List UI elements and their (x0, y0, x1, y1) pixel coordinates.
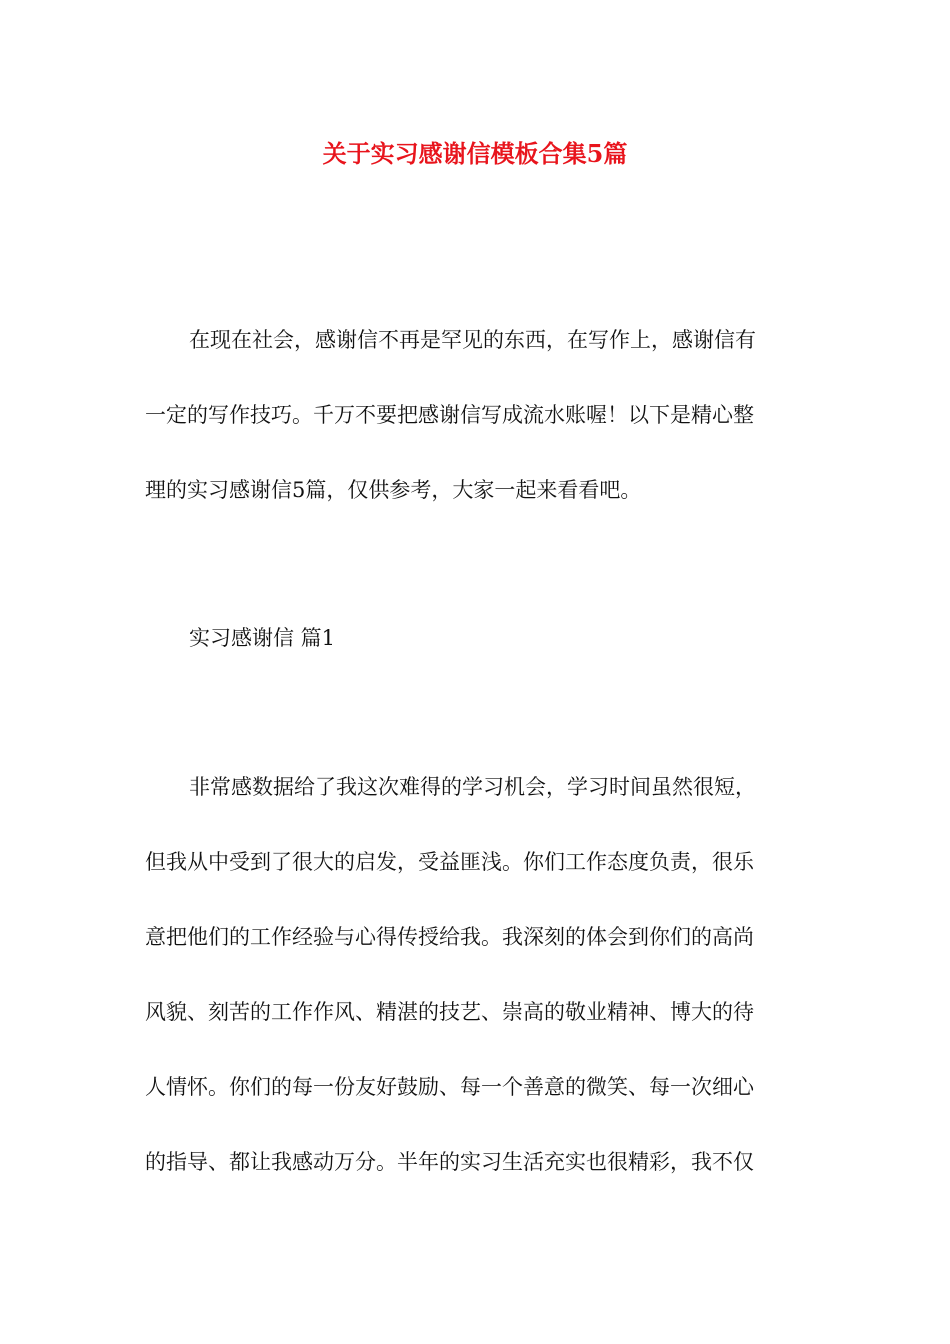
body-line: 的指导、都让我感动万分。半年的实习生活充实也很精彩，我不仅 (145, 1150, 754, 1174)
intro-line: 一定的写作技巧。千万不要把感谢信写成流水账喔！以下是精心整 (145, 403, 754, 427)
section-heading: 实习感谢信 篇1 (189, 626, 336, 650)
body-line: 但我从中受到了很大的启发，受益匪浅。你们工作态度负责，很乐 (145, 850, 754, 874)
intro-paragraph (145, 303, 805, 528)
body-line: 意把他们的工作经验与心得传授给我。我深刻的体会到你们的高尚 (145, 925, 754, 949)
document-title: 关于实习感谢信模板合集5篇 (322, 139, 628, 168)
body-line: 风貌、刻苦的工作作风、精湛的技艺、崇高的敬业精神、博大的待 (145, 1000, 754, 1024)
intro-line: 理的实习感谢信5篇，仅供参考，大家一起来看看吧。 (145, 478, 642, 502)
body-line: 非常感数据给了我这次难得的学习机会，学习时间虽然很短， (189, 775, 756, 799)
intro-line: 在现在社会，感谢信不再是罕见的东西，在写作上，感谢信有 (189, 328, 756, 352)
section-body-paragraph (145, 750, 805, 1200)
body-line: 人情怀。你们的每一份友好鼓励、每一个善意的微笑、每一次细心 (145, 1075, 754, 1099)
